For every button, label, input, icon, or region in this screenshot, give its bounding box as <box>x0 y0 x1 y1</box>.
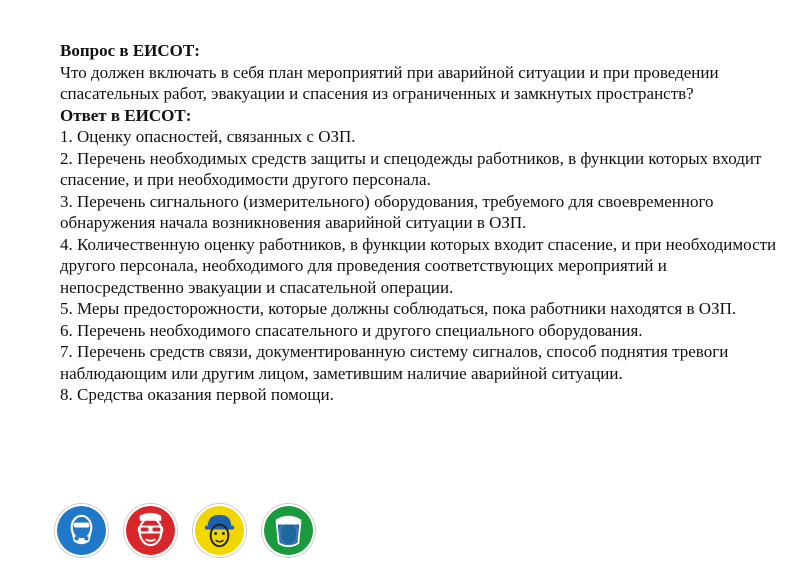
answer-item-1: 1. Оценку опасностей, связанных с ОЗП. <box>60 127 356 146</box>
answer-item-8: 8. Средства оказания первой помощи. <box>60 385 334 404</box>
answer-heading: Ответ в ЕИСОТ: <box>60 105 192 125</box>
question-text: Что должен включать в себя план мероприятий при аварийной ситуации и при проведении спасательных работ, эвакуации и спасения из ограниченных и замкнутых пространств? <box>60 62 719 103</box>
answer-item-6: 6. Перечень необходимого спасательного и другого специального оборудования. <box>60 320 643 340</box>
question-heading: Вопрос в ЕИСОТ: <box>60 41 200 60</box>
safety-icons-row <box>55 504 315 557</box>
answer-item-5: 5. Меры предосторожности, которые должны соблюдаться, пока работники находятся в ОЗП. <box>60 299 737 318</box>
hard-hat-icon <box>193 504 246 557</box>
safety-goggles-icon <box>124 504 177 557</box>
answer-item-7: 7. Перечень средств связи, документированную систему сигналов, способ поднятия тревоги наблюдающим или другим лицом, заметившим наличие аварийной ситуации. <box>60 342 729 383</box>
document-body <box>60 40 780 406</box>
respirator-mask-icon <box>55 504 108 557</box>
answer-item-2: 2. Перечень необходимых средств защиты и спецодежды работников, в функции которых входит спасение, и при необходимости другого персонала. <box>60 148 762 189</box>
answer-item-3: 3. Перечень сигнального (измерительного) оборудования, требуемого для своевременного обнаружения начала возникновения аварийной ситуации в ОЗП. <box>60 191 714 232</box>
face-shield-icon <box>262 504 315 557</box>
answer-item-4: 4. Количественную оценку работников, в функции которых входит спасение, и при необходимости другого персонала, необходимого для проведения соответствующих мероприятий и непосредственно эвакуации и спасательной операции. <box>60 234 777 297</box>
